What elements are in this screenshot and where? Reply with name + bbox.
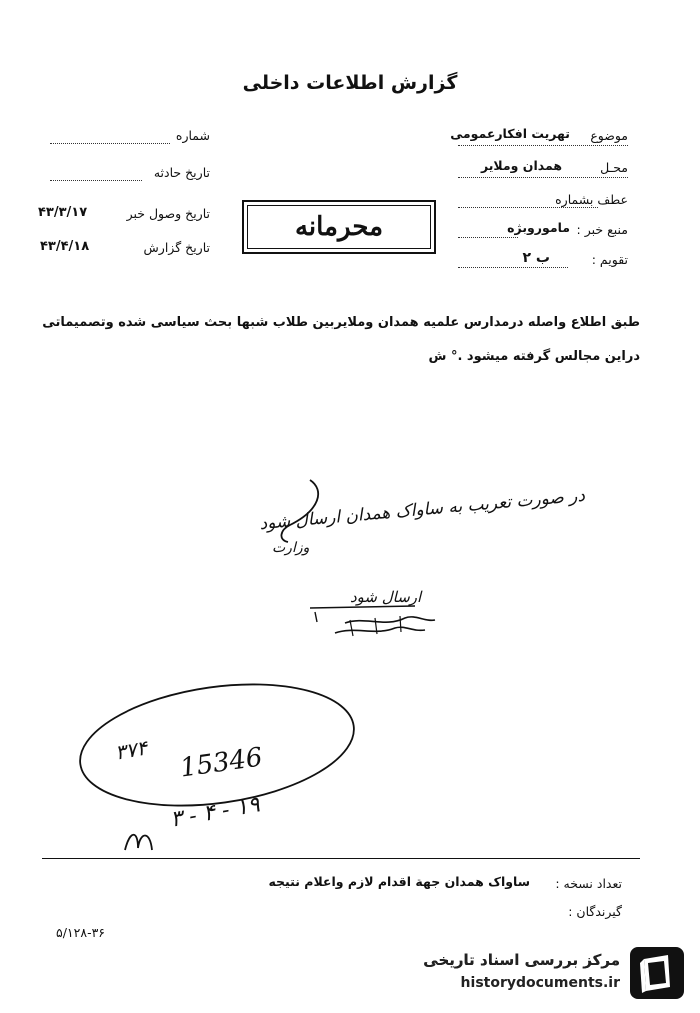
incident-date-dots: [50, 180, 142, 181]
location-label: محـل: [600, 160, 628, 175]
watermark-title: مرکز بررسی اسناد تاریخی: [423, 951, 620, 969]
oval-note: ۳۷۴: [113, 735, 150, 765]
body-line-1: طبق اطلاع واصله درمدارس علمیه همدان وملایربین طلاب شبها بحث سیاسی شده وتصمیماتی: [42, 315, 640, 330]
report-date-label: تاریخ گزارش: [143, 240, 210, 255]
incident-date-label: تاریخ حادثه: [153, 165, 210, 180]
copies-label: تعداد نسخه :: [555, 876, 622, 891]
copies-value: ساواک همدان جهة اقدام لازم واعلام نتیجه: [268, 874, 530, 889]
rating-label: تقویم :: [591, 252, 628, 267]
form-code: ۵/۱۲۸-۳۶: [56, 925, 106, 940]
source-dots: [458, 237, 518, 238]
reference-dots: [458, 207, 598, 208]
handwritten-note-2: وزارت: [272, 540, 310, 556]
rating-value: ب ۲: [522, 250, 550, 266]
watermark-url: historydocuments.ir: [460, 975, 620, 991]
reference-label: عطف بشماره: [555, 192, 628, 207]
recipients-label: گیرندگان :: [568, 904, 622, 919]
subject-dots: [458, 145, 628, 146]
received-date-label: تاریخ وصول خبر: [126, 206, 210, 221]
body-line-2: دراین مجالس گرفته میشود .° ش: [428, 349, 640, 364]
number-label: شماره: [175, 128, 210, 143]
archive-logo-icon: [626, 943, 688, 1003]
source-value: ماموروبژه: [507, 220, 570, 235]
confidential-stamp: محرمانه: [242, 200, 436, 254]
location-value: همدان وملایر: [480, 158, 562, 173]
report-date-value: ۴۳/۴/۱۸: [40, 239, 90, 254]
signature-scribble: [305, 598, 445, 643]
document-title: گزارش اطلاعات داخلی: [242, 72, 458, 94]
rating-dots: [458, 267, 568, 268]
subject-value: تهریت افکارعمومی: [450, 126, 570, 141]
location-dots: [458, 177, 628, 178]
subject-label: موضوع: [590, 128, 628, 143]
footer-divider: [42, 858, 640, 859]
received-date-value: ۴۳/۳/۱۷: [38, 205, 88, 220]
handwritten-mark: [120, 820, 170, 860]
oval-number: 15346: [178, 742, 265, 784]
handwritten-hook-mark: [270, 470, 330, 550]
handwritten-note: در صورت تعریب به ساواک همدان ارسال شود: [258, 485, 586, 535]
handwritten-approval: ارسال شود: [350, 588, 422, 606]
source-label: منبع خبر :: [576, 222, 628, 237]
archive-watermark: [388, 943, 688, 1003]
number-dots: [50, 143, 170, 144]
handwritten-date: ۱۹ - ۴ - ۳: [168, 792, 262, 833]
